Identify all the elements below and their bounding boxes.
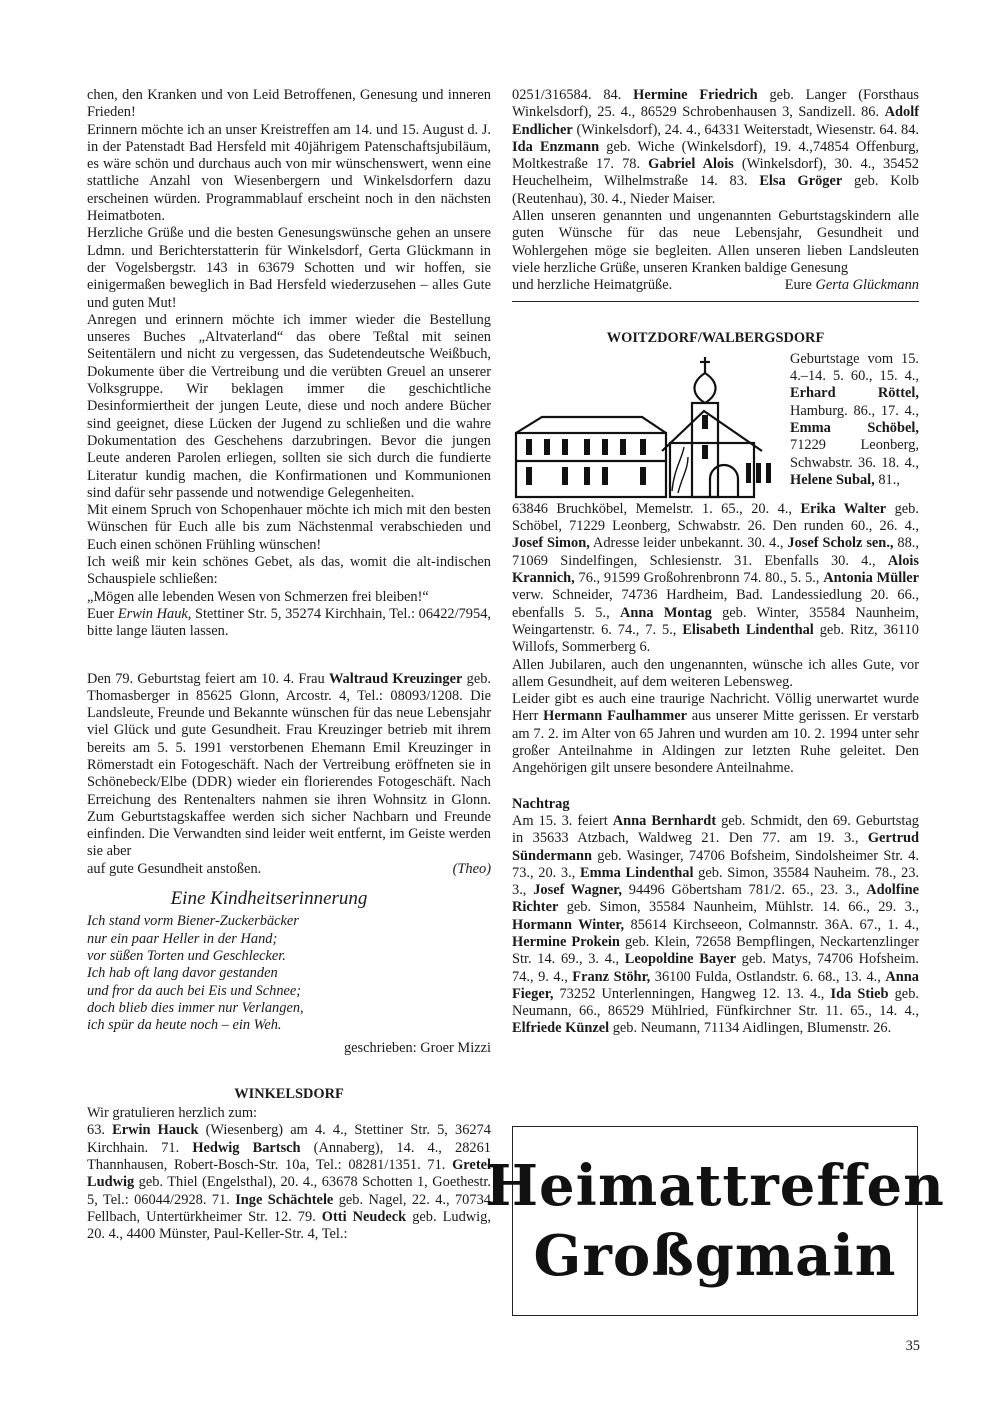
text: geb. Schmidt, den 69. Geburtstag in 35633 Atzbach, Waldweg 21. Den 77. am 19. 3., [512, 812, 919, 847]
text: Hamburg. 86., 17. 4., [790, 402, 919, 419]
woitzdorf-side-text [790, 351, 919, 489]
text: geb. Ritz, 36110 Willofs, Sommerberg 6. [512, 621, 919, 656]
right-column [512, 87, 919, 1038]
person-name: Hormann Winter, [512, 916, 625, 933]
text: Adresse leider unbekannt. 30. 4., [589, 535, 788, 552]
woitzdorf-birthdays [512, 501, 919, 657]
text: 73252 Unterlenningen, Hangweg 12. 13. 4., [553, 985, 831, 1002]
poem-line: nur ein paar Heller in der Hand; [87, 930, 278, 947]
person-name: Otti Neudeck [321, 1208, 407, 1225]
person-name: Gertrud Sündermann [512, 830, 919, 864]
greeting-end [512, 277, 919, 294]
person-name: Hermine Prokein [512, 933, 620, 950]
birthday-article-end [87, 861, 491, 878]
church-illustration [512, 351, 780, 499]
text: und herzliche Heimatgrüße. [512, 277, 673, 294]
person-name: Helene Subal, [790, 471, 875, 488]
nachtrag-heading: Nachtrag [512, 795, 570, 812]
text: geb. Wiche (Winkelsdorf), 19. 4.,74854 Offenburg, Moltkestraße 17. 78. [512, 138, 919, 173]
winkelsdorf-birthdays-cont [512, 87, 919, 208]
article-author: (Theo) [452, 860, 491, 877]
person-name: Elfriede Künzel [512, 1020, 610, 1037]
poem-author: geschrieben: Groer Mizzi [343, 1040, 491, 1057]
person-name: Leopoldine Bayer [624, 951, 736, 968]
text: 0251/316584. 84. [512, 87, 634, 103]
text: geb. Langer (Forsthaus Winkelsdorf), 25. 4., 86529 Schrobenhausen 3, Sandizell. 86. [512, 87, 919, 121]
section-intro: Wir gratulieren herzlich zum: [87, 1105, 258, 1122]
person-name: Adolf Endlicher [512, 104, 919, 138]
intro-paragraph: Mit einem Spruch von Schopenhauer möchte ich mich mit den besten Wünschen für Euch alle bis zum Nächstenmal verabschieden und Euch einen schönen Frühling wünschen! [87, 502, 491, 553]
text: geb. Thiel (Engelsthal), 20. 4., 63678 Schotten 1, Goethestr. 5, Tel.: 06044/2928. 71. [87, 1174, 491, 1208]
person-name: Ida Stieb [830, 985, 889, 1002]
person-name: Gabriel Alois [648, 156, 734, 173]
text: geb. Thomasberger in 85625 Glonn, Arcostr. 4, Tel.: 08093/1208. Die Landsleute, Freunde und Bekannte wünschen für das neue Lebensjahr viel Glück und gute Gesundheit. Frau Kreuzinger betrieb mit ihrem bereits am 5. 5. 1991 verstorbenen Ehemann Emil Kreuzinger in Römerstadt ein Fotogeschäft. Nach der Vertreibung eröffneten sie in Schönebeck/Elbe (DDR) wieder ein florierendes Fotogeschäft. Nach Erreichung des Rentenalters nahmen sie ihren Wohnsitz in Glonn. Zum Geburtstagskaffee werden sich sicher Nachbarn und Freunde einfinden. Die Verwandten sind leider weit entfernt, im Geiste werden sie aber [87, 670, 491, 860]
text: (Wiesenberg) am 4. 4., Stettiner Str. 5, 36274 Kirchhain. 71. [87, 1122, 491, 1156]
text: geb. Kolb (Reutenhau), 30. 4., Nieder Maiser. [512, 173, 919, 207]
person-name: Anna Montag [619, 604, 712, 621]
text: geb. Schöbel, 71229 Leonberg, Schwabstr. 26. Den runden 60., 26. 4., [512, 500, 919, 535]
intro-paragraph: Anregen und erinnern möchte ich immer wieder die Bestellung unseres Buches „Altvaterland“ das obere Teßtal mit seinen Seitentälern und nicht zu vergessen, das Sudetendeutsche Weißbuch, Dokumente über die Vertreibung und die verübten Greuel an unserer Volksgruppe. Wir beklagen immer die geschichtliche Desinformiertheit der jungen Leute, diese und noch andere Bücher sind geeignet, diese Lücken der Jugend zu schließen und die wahre Dokumentation des Geschehens darzubringen. Bevor die jungen Leute anderen Parolen erliegen, sollten sie sich durch die fundierte Literatur kundig machen, die Konfirmationen und Kommunionen sind dafür sehr passende und notwendige Gelegenheiten. [87, 311, 491, 501]
greeting-paragraph: Allen unseren genannten und ungenannten Geburtstagskindern alle guten Wünsche für das neue Lebensjahr, Gesundheit und Wohlergehen möge sie begleiten. Allen unseren lieben Landsleuten viele herzliche Grüße, unseren Kranken baldige Genesung [512, 208, 919, 276]
text: 85614 Kirchseeon, Colmannstr. 36A. 67., 1. 4., [624, 916, 919, 933]
text: verw. Schneider, 74736 Hardheim, Bad. Landessiedlung 20. 66., ebenfalls 5. 5., [512, 587, 919, 621]
text: 88., 71069 Sindelfingen, Schlesienstr. 31. Ebenfalls 30. 4., [512, 535, 919, 569]
person-name: Josef Scholz sen., [787, 535, 894, 552]
text: geb. Neumann, 66., 86529 Mühlried, Fünfkirchner Str. 11. 65., 14. 4., [512, 985, 919, 1020]
person-name: Anna Fieger, [512, 968, 919, 1002]
text: Am 15. 3. feiert [512, 812, 613, 829]
intro-paragraph: chen, den Kranken und von Leid Betroffenen, Genesung und inneren Frieden! [87, 87, 491, 121]
text: Leider gibt es auch eine traurige Nachricht. Völlig unerwartet wurde Herr [512, 691, 919, 725]
text: Den 79. Geburtstag feiert am 10. 4. Frau [87, 670, 329, 687]
person-name: Antonia Müller [823, 570, 919, 587]
poem-line: doch blieb dies immer nur Verlangen, [87, 999, 304, 1016]
section-heading-winkelsdorf: WINKELSDORF [234, 1085, 344, 1102]
author-name: Erwin Hauk, [117, 605, 192, 622]
person-name: Emma Lindenthal [580, 864, 694, 881]
poem-line: ich spür da heute noch – ein Weh. [87, 1017, 282, 1034]
text: (Winkelsdorf), 30. 4., 35452 Heuchelheim, Wilhelmstraße 14. 83. [512, 156, 920, 190]
author-name: Gerta Glückmann [815, 277, 919, 294]
text: auf gute Gesundheit anstoßen. [87, 860, 262, 877]
person-name: Erika Walter [800, 500, 887, 517]
banner-line-2: Großgmain [533, 1223, 897, 1289]
birthday-article [87, 671, 491, 861]
nachtrag-birthdays [512, 813, 919, 1038]
text: geb. Nagel, 22. 4., 70734 Fellbach, Untertürkheimer Str. 12. 79. [87, 1191, 491, 1225]
text: 63846 Bruchköbel, Memelstr. 1. 65., 20. 4., [512, 500, 801, 517]
left-column [87, 87, 491, 1243]
text: geb. Klein, 72658 Bempflingen, Neckartenzlinger Str. 14. 69., 3. 4., [512, 933, 919, 968]
text: 36100 Fulda, Ostlandstr. 6. 68., 13. 4., [650, 968, 886, 985]
text: Geburtstage vom 15. 4.–14. 5. 60., 15. 4., [790, 350, 919, 385]
winkelsdorf-birthdays [87, 1122, 491, 1243]
text: geb. Simon, 35584 Naunheim, Mühlstr. 14. 66., 29. 3., [558, 899, 919, 916]
section-heading-woitzdorf: WOITZDORF/WALBERGSDORF [606, 329, 825, 346]
text: geb. Winter, 35584 Naunheim, Weingartenstr. 6. 74., 7. 5., [512, 604, 919, 638]
text: 63. [87, 1122, 113, 1139]
banner-line-1: Heimattreffen [485, 1153, 945, 1219]
text: 71229 Leonberg, Schwabstr. 36. 18. 4., [790, 437, 919, 471]
text: (Annaberg), 14. 4., 28261 Thannhausen, Robert-Bosch-Str. 10a, Tel.: 08281/1351. 71. [87, 1139, 491, 1173]
person-name: Gretel Ludwig [87, 1156, 491, 1191]
obituary-paragraph [512, 691, 919, 777]
person-name: Alois Krannich, [512, 552, 919, 587]
woitzdorf-intro-block [512, 351, 919, 501]
person-name: Adolfine Richter [512, 882, 919, 916]
text: 76., 91599 Großohrenbronn 74. 80., 5. 5., [574, 570, 824, 587]
person-name: Hermine Friedrich [633, 87, 758, 103]
page-number: 35 [905, 1338, 920, 1354]
quote: „Mögen alle lebenden Wesen von Schmerzen frei bleiben!“ [87, 588, 429, 605]
jubilare-paragraph: Allen Jubilaren, auch den ungenannten, wünsche ich alles Gute, vor allem Gesundheit, auf dem weiteren Lebensweg. [512, 656, 919, 690]
text: geb. Wasinger, 74706 Bofsheim, Sindolsheimer Str. 4. 73., 20. 3., [512, 847, 919, 881]
text: Euer [87, 605, 118, 622]
poem [87, 913, 491, 1034]
person-name: Waltraud Kreuzinger [328, 670, 463, 687]
text: geb. Simon, 35584 Nauheim. 78., 23. 3., [512, 864, 919, 899]
text: Stettiner Str. 5, 35274 Kirchhain, Tel.: 06422/7954, bitte lange läuten lassen. [87, 605, 491, 640]
text: 94496 Göbertsham 781/2. 65., 23. 3., [621, 882, 867, 899]
person-name: Ida Enzmann [512, 138, 600, 155]
person-name: Inge Schächtele [235, 1191, 334, 1208]
person-name: Emma Schöbel, [790, 420, 919, 437]
text: geb. Ludwig, 20. 4., 4400 Münster, Paul-Keller-Str. 4, Tel.: [87, 1208, 491, 1243]
text: aus unserer Mitte gerissen. Er verstarb am 7. 2. im Alter von 65 Jahren und wurden am 10. 2. 1994 unter sehr großer Anteilnahme in Aldingen zur letzten Ruhe geleitet. Den Angehörigen gilt unsere besondere Anteilnahme. [512, 708, 919, 777]
poem-line: Ich stand vorm Biener-Zuckerbäcker [87, 913, 299, 930]
heimattreffen-banner [485, 1126, 945, 1316]
person-name: Franz Stöhr, [572, 968, 651, 985]
poem-line: Ich hab oft lang davor gestanden [87, 965, 278, 982]
person-name: Elisabeth Lindenthal [682, 621, 814, 638]
intro-paragraph: Herzliche Grüße und die besten Genesungswünsche gehen an unsere Ldmn. und Berichterstatterin für Winkelsdorf, Gerta Glückmann in der Vogelsbergstr. 143 in 63679 Schotten und wir hoffen, sie einigermaßen beweglich in Bad Hersfeld wiederzusehen – alles Gute und guten Mut! [87, 225, 491, 311]
text: geb. Neumann, 71134 Aidlingen, Blumenstr. 26. [609, 1020, 892, 1037]
text: geb. Matys, 74706 Hofsheim. 74., 9. 4., [512, 951, 919, 985]
person-name: Erwin Hauck [112, 1122, 199, 1139]
signature-paragraph [87, 606, 491, 641]
intro-paragraph: Ich weiß mir kein schönes Gebet, als das, womit die alt-indischen Schauspiele schließen: [87, 554, 491, 588]
poem-title: Eine Kindheitserinnerung [170, 888, 368, 910]
divider [512, 301, 919, 302]
person-name: Josef Wagner, [533, 882, 622, 899]
person-name: Anna Bernhardt [612, 812, 717, 829]
text: 81., [874, 471, 900, 488]
person-name: Josef Simon, [512, 535, 590, 552]
text: (Winkelsdorf), 24. 4., 64331 Weiterstadt, Wiesenstr. 64. 84. [572, 121, 919, 138]
intro-paragraph: Erinnern möchte ich an unser Kreistreffen am 14. und 15. August d. J. in der Patenstadt Bad Hersfeld mit 40jährigem Patenschaftsjubiläum, es wäre schön und durchaus auch von mir wünschenswert, wenn eine stattliche Anzahl von Wiesenbergern und Winkelsdorfern dazu erscheinen würden. Programmablauf erscheint noch in den nächsten Heimatboten. [87, 121, 491, 225]
person-name: Elsa Gröger [759, 173, 843, 190]
person-name: Erhard Röttel, [790, 385, 919, 402]
person-name: Hedwig Bartsch [192, 1139, 301, 1156]
text: Eure [784, 277, 816, 294]
person-name: Hermann Faulhammer [543, 708, 687, 725]
poem-line: vor süßen Torten und Geschlecker. [87, 947, 286, 964]
poem-line: und fror da auch bei Eis und Schnee; [87, 982, 302, 999]
